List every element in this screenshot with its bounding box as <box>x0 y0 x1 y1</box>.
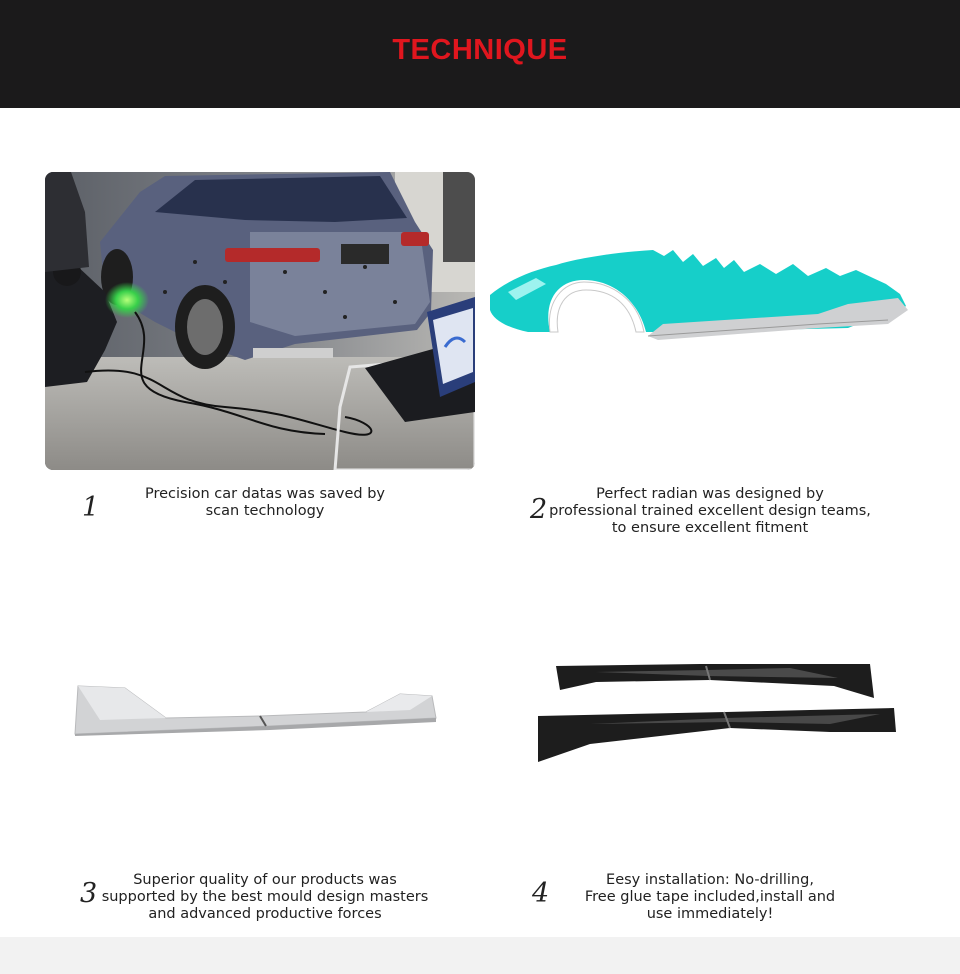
scan-photo <box>45 172 475 470</box>
header-banner <box>0 0 960 108</box>
step-number-2: 2 <box>530 494 548 525</box>
step-caption-4 <box>565 872 855 923</box>
caption-line: Superior quality of our products was <box>133 872 397 888</box>
page-title: TECHNIQUE <box>392 34 568 66</box>
carbon-side-skirts-image <box>530 660 910 770</box>
caption-line: to ensure excellent fitment <box>611 520 809 536</box>
step-number-1: 1 <box>82 492 100 523</box>
side-skirt-cad-illustration <box>488 240 908 350</box>
digital-model-render <box>488 240 908 350</box>
caption-line: use immediately! <box>646 906 774 922</box>
caption-line: professional trained excellent design teams, <box>549 503 871 519</box>
car-scanning-illustration <box>45 172 475 470</box>
caption-line: and advanced productive forces <box>148 906 382 922</box>
step-number-3: 3 <box>80 878 98 909</box>
step-caption-1 <box>115 486 415 520</box>
step-number-4: 4 <box>532 878 550 909</box>
carbon-side-skirts-illustration <box>530 660 910 770</box>
silver-side-skirt-illustration <box>70 680 440 740</box>
caption-line: scan technology <box>205 503 325 519</box>
step-caption-2 <box>545 486 875 537</box>
silver-side-skirt-image <box>70 680 440 740</box>
caption-line: Free glue tape included,install and <box>584 889 836 905</box>
step-caption-3 <box>97 872 433 923</box>
caption-line: Eesy installation: No-drilling, <box>606 872 814 888</box>
caption-line: supported by the best mould design masters <box>101 889 429 905</box>
footer-band <box>0 937 960 974</box>
caption-line: Perfect radian was designed by <box>596 486 824 502</box>
caption-line: Precision car datas was saved by <box>144 486 385 502</box>
